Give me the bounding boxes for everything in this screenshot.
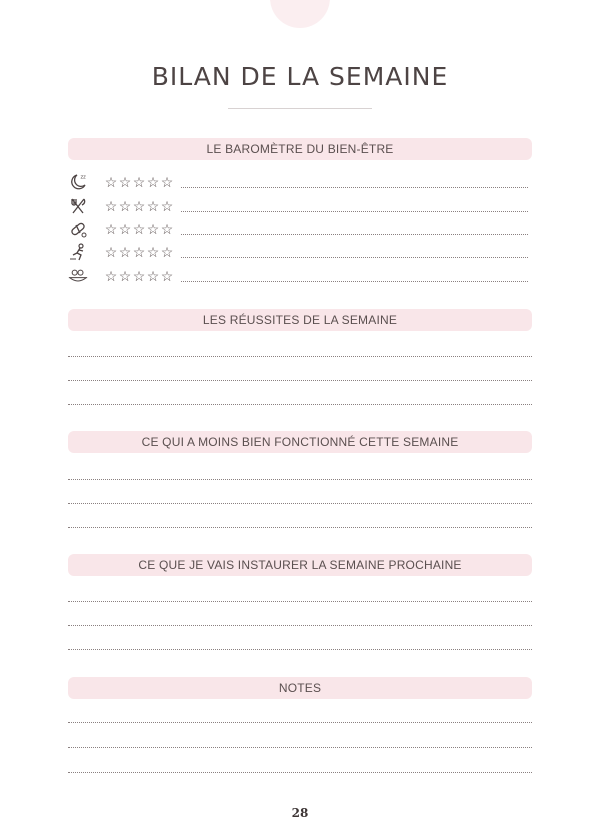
star-4[interactable]: ☆ (146, 268, 160, 284)
star-2[interactable]: ☆ (118, 174, 132, 190)
barometer-row-sleep (68, 172, 532, 192)
barometer-row-relax (68, 266, 532, 286)
star-2[interactable]: ☆ (118, 268, 132, 284)
barometer-row-food (68, 196, 532, 216)
writing-line[interactable] (68, 772, 532, 773)
writing-line[interactable] (68, 527, 532, 528)
barometer-row-health (68, 219, 532, 239)
star-1[interactable]: ☆ (104, 221, 118, 237)
star-1[interactable]: ☆ (104, 198, 118, 214)
star-rating[interactable] (104, 173, 174, 191)
star-3[interactable]: ☆ (132, 198, 146, 214)
star-2[interactable]: ☆ (118, 244, 132, 260)
writing-line[interactable] (68, 625, 532, 626)
sleep-moon-icon (68, 172, 88, 192)
star-5[interactable]: ☆ (160, 268, 174, 284)
capsule-pill-icon (68, 219, 88, 239)
writing-line[interactable] (68, 380, 532, 381)
writing-line[interactable] (68, 503, 532, 504)
star-3[interactable]: ☆ (132, 268, 146, 284)
star-1[interactable]: ☆ (104, 268, 118, 284)
star-4[interactable]: ☆ (146, 174, 160, 190)
writing-line[interactable] (181, 281, 528, 282)
star-5[interactable]: ☆ (160, 244, 174, 260)
section-header-less-well: CE QUI A MOINS BIEN FONCTIONNÉ CETTE SEMAINE (68, 431, 532, 453)
star-5[interactable]: ☆ (160, 174, 174, 190)
writing-line[interactable] (181, 211, 528, 212)
fork-knife-icon (68, 196, 88, 216)
star-3[interactable]: ☆ (132, 174, 146, 190)
section-header-next-week: CE QUE JE VAIS INSTAURER LA SEMAINE PROCHAINE (68, 554, 532, 576)
section-header-barometer: LE BAROMÈTRE DU BIEN-ÊTRE (68, 138, 532, 160)
star-4[interactable]: ☆ (146, 221, 160, 237)
star-2[interactable]: ☆ (118, 221, 132, 237)
section-header-successes: LES RÉUSSITES DE LA SEMAINE (68, 309, 532, 331)
top-decorative-circle (270, 0, 330, 28)
writing-line[interactable] (68, 722, 532, 723)
writing-line[interactable] (181, 187, 528, 188)
star-1[interactable]: ☆ (104, 244, 118, 260)
star-3[interactable]: ☆ (132, 244, 146, 260)
section-header-notes: NOTES (68, 677, 532, 699)
writing-line[interactable] (181, 257, 528, 258)
star-3[interactable]: ☆ (132, 221, 146, 237)
writing-line[interactable] (68, 649, 532, 650)
page-number: 28 (291, 806, 309, 820)
star-rating[interactable] (104, 197, 174, 215)
writing-line[interactable] (68, 601, 532, 602)
writing-line[interactable] (68, 747, 532, 748)
barometer-row-sport (68, 242, 532, 262)
star-5[interactable]: ☆ (160, 198, 174, 214)
title-divider (228, 108, 372, 109)
star-4[interactable]: ☆ (146, 244, 160, 260)
star-rating[interactable] (104, 267, 174, 285)
star-rating[interactable] (104, 243, 174, 261)
writing-line[interactable] (68, 404, 532, 405)
star-2[interactable]: ☆ (118, 198, 132, 214)
page-title: BILAN DE LA SEMAINE (151, 62, 449, 91)
star-1[interactable]: ☆ (104, 174, 118, 190)
writing-line[interactable] (68, 356, 532, 357)
writing-line[interactable] (68, 479, 532, 480)
svg-text:zz: zz (80, 174, 86, 181)
star-5[interactable]: ☆ (160, 221, 174, 237)
star-4[interactable]: ☆ (146, 198, 160, 214)
writing-line[interactable] (181, 234, 528, 235)
relax-bath-icon (68, 266, 88, 286)
running-person-icon (68, 242, 88, 262)
star-rating[interactable] (104, 220, 174, 238)
